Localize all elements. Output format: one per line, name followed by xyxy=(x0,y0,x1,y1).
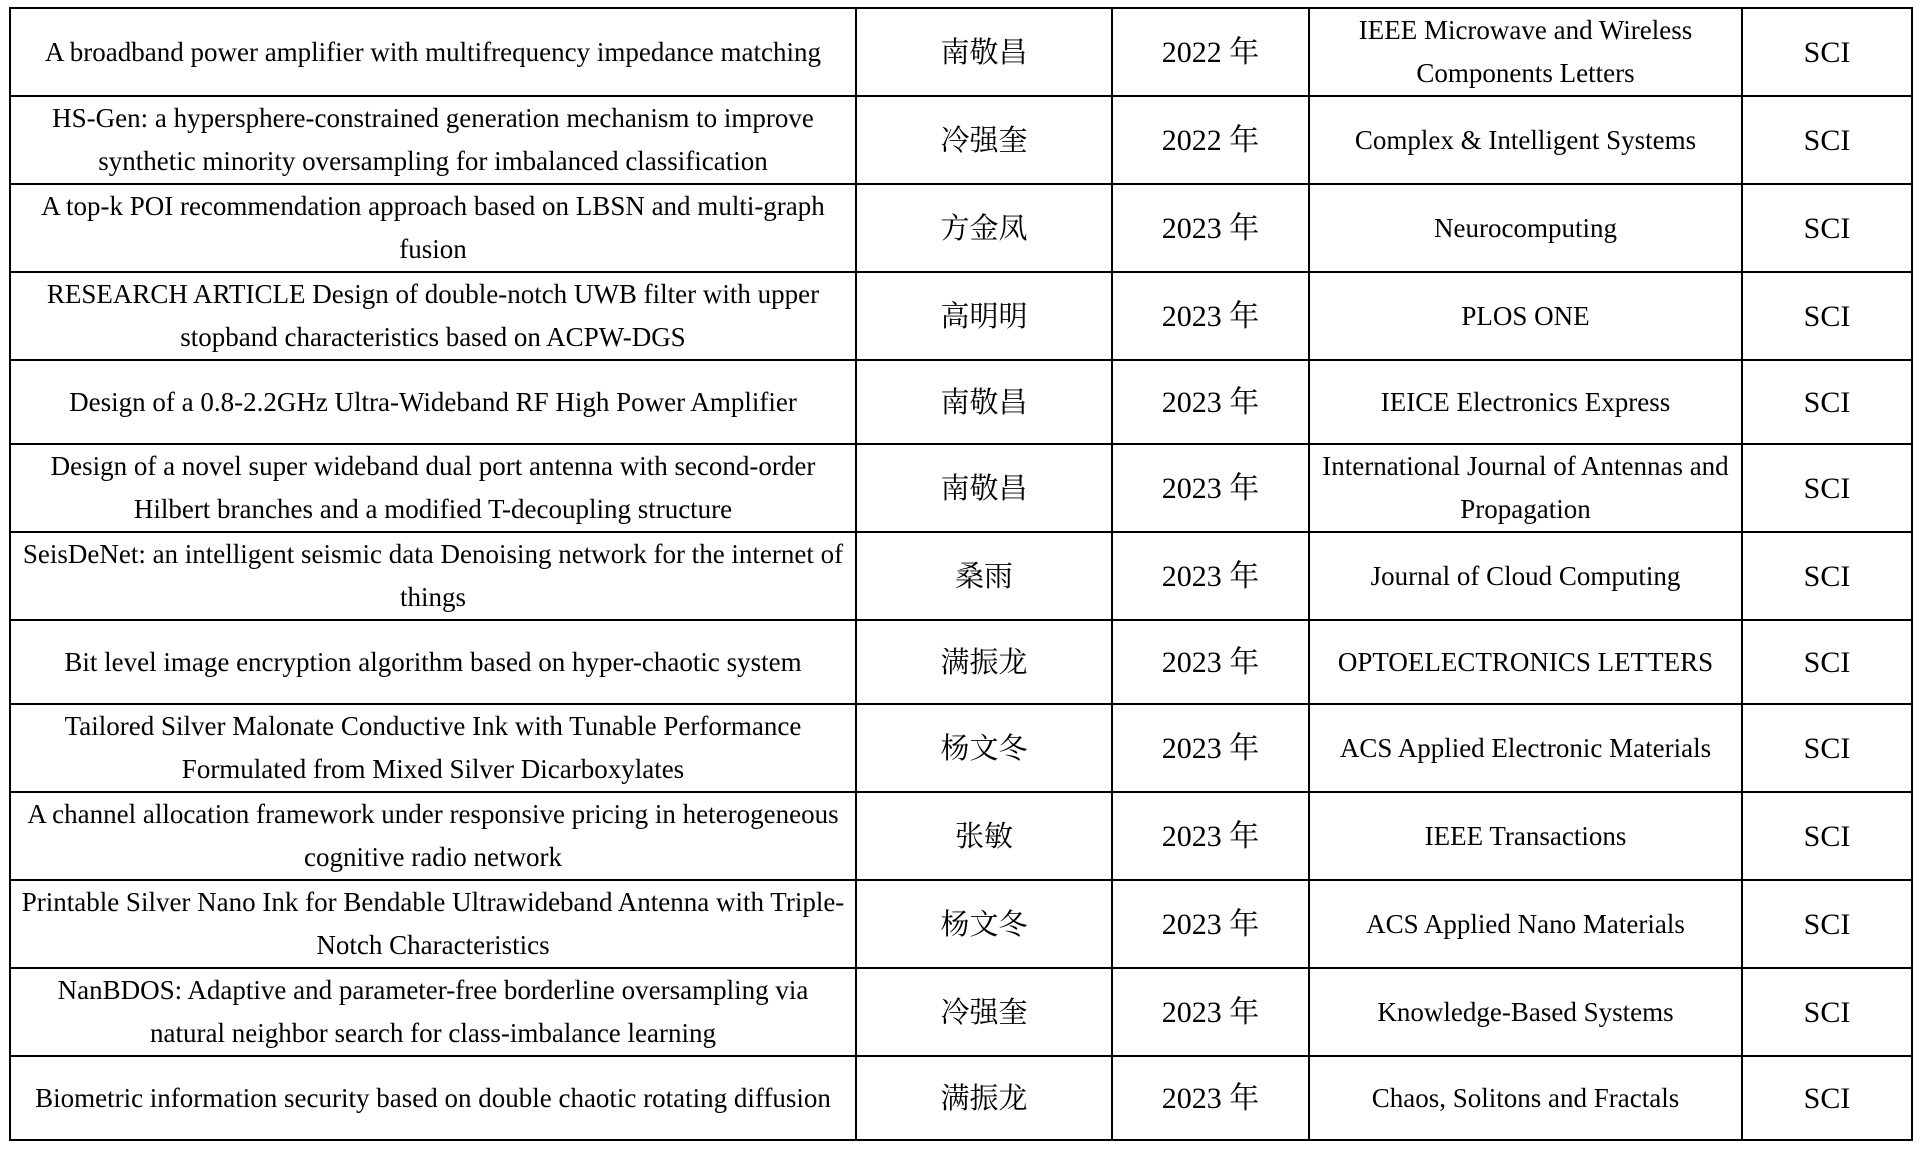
index-type-text: SCI xyxy=(1803,819,1851,853)
year-text: 2023 年 xyxy=(1161,385,1260,419)
paper-title-text: SeisDeNet: an intelligent seismic data Denoising network for the internet of things xyxy=(22,539,844,612)
author-text: 桑雨 xyxy=(954,558,1013,593)
journal-cell xyxy=(1309,184,1742,272)
journal-text: Neurocomputing xyxy=(1434,212,1617,243)
index-type-cell xyxy=(1742,704,1912,792)
paper-title-text: NanBDOS: Adaptive and parameter-free borderline oversampling via natural neighbor search for class-imbalance learning xyxy=(57,975,809,1048)
index-type-text: SCI xyxy=(1803,211,1851,245)
index-type-cell xyxy=(1742,8,1912,96)
table-row xyxy=(10,444,1912,532)
index-type-cell xyxy=(1742,620,1912,704)
year-text: 2023 年 xyxy=(1161,995,1260,1029)
author-text: 杨文冬 xyxy=(940,906,1028,941)
paper-title-cell xyxy=(10,184,856,272)
index-type-cell xyxy=(1742,880,1912,968)
journal-cell xyxy=(1309,532,1742,620)
paper-title-cell xyxy=(10,880,856,968)
index-type-cell xyxy=(1742,444,1912,532)
author-text: 南敬昌 xyxy=(940,470,1028,505)
paper-title-text: HS-Gen: a hypersphere-constrained generation mechanism to improve synthetic minority oversampling for imbalanced classification xyxy=(52,103,814,176)
index-type-cell xyxy=(1742,272,1912,360)
journal-cell xyxy=(1309,704,1742,792)
author-text: 冷强奎 xyxy=(940,994,1028,1029)
journal-cell xyxy=(1309,444,1742,532)
journal-text: ACS Applied Electronic Materials xyxy=(1339,732,1712,763)
year-text: 2022 年 xyxy=(1161,123,1260,157)
paper-title-cell xyxy=(10,532,856,620)
year-text: 2023 年 xyxy=(1161,819,1260,853)
index-type-text: SCI xyxy=(1803,907,1851,941)
author-cell xyxy=(856,184,1112,272)
index-type-cell xyxy=(1742,184,1912,272)
author-cell xyxy=(856,704,1112,792)
year-cell xyxy=(1112,1056,1309,1140)
year-cell xyxy=(1112,620,1309,704)
year-cell xyxy=(1112,792,1309,880)
year-text: 2023 年 xyxy=(1161,471,1260,505)
table-row xyxy=(10,880,1912,968)
paper-title-text: RESEARCH ARTICLE Design of double-notch UWB filter with upper stopband characteristics based on ACPW-DGS xyxy=(46,279,820,352)
journal-text: ACS Applied Nano Materials xyxy=(1366,908,1685,939)
index-type-text: SCI xyxy=(1803,123,1851,157)
author-cell xyxy=(856,444,1112,532)
year-cell xyxy=(1112,880,1309,968)
year-text: 2023 年 xyxy=(1161,211,1260,245)
paper-title-cell xyxy=(10,968,856,1056)
journal-text: Journal of Cloud Computing xyxy=(1370,560,1681,591)
journal-cell xyxy=(1309,792,1742,880)
author-text: 方金凤 xyxy=(940,210,1028,245)
paper-title-cell xyxy=(10,620,856,704)
index-type-text: SCI xyxy=(1803,559,1851,593)
author-cell xyxy=(856,620,1112,704)
journal-cell xyxy=(1309,880,1742,968)
year-cell xyxy=(1112,272,1309,360)
year-cell xyxy=(1112,444,1309,532)
year-cell xyxy=(1112,968,1309,1056)
table-row xyxy=(10,968,1912,1056)
paper-title-text: Printable Silver Nano Ink for Bendable Ultrawideband Antenna with Triple-Notch Characteristics xyxy=(21,887,845,960)
author-text: 满振龙 xyxy=(940,1080,1028,1115)
index-type-cell xyxy=(1742,792,1912,880)
index-type-text: SCI xyxy=(1803,1081,1851,1115)
author-text: 高明明 xyxy=(940,298,1028,333)
year-cell xyxy=(1112,96,1309,184)
index-type-text: SCI xyxy=(1803,645,1851,679)
author-cell xyxy=(856,272,1112,360)
journal-text: PLOS ONE xyxy=(1461,300,1590,331)
year-cell xyxy=(1112,704,1309,792)
index-type-text: SCI xyxy=(1803,995,1851,1029)
author-cell xyxy=(856,532,1112,620)
index-type-cell xyxy=(1742,532,1912,620)
paper-title-cell xyxy=(10,96,856,184)
author-cell xyxy=(856,792,1112,880)
journal-cell xyxy=(1309,1056,1742,1140)
author-text: 南敬昌 xyxy=(940,384,1028,419)
journal-text: OPTOELECTRONICS LETTERS xyxy=(1337,646,1714,677)
index-type-text: SCI xyxy=(1803,471,1851,505)
year-cell xyxy=(1112,360,1309,444)
year-text: 2023 年 xyxy=(1161,645,1260,679)
author-cell xyxy=(856,360,1112,444)
author-text: 南敬昌 xyxy=(940,34,1028,69)
paper-title-text: Design of a 0.8-2.2GHz Ultra-Wideband RF High Power Amplifier xyxy=(69,386,797,417)
paper-title-cell xyxy=(10,272,856,360)
year-cell xyxy=(1112,184,1309,272)
publications-table-body xyxy=(10,8,1912,1140)
index-type-cell xyxy=(1742,360,1912,444)
paper-title-cell xyxy=(10,704,856,792)
year-text: 2023 年 xyxy=(1161,1081,1260,1115)
journal-cell xyxy=(1309,96,1742,184)
journal-text: Knowledge-Based Systems xyxy=(1377,996,1674,1027)
paper-title-text: A broadband power amplifier with multifrequency impedance matching xyxy=(45,36,821,67)
index-type-text: SCI xyxy=(1803,731,1851,765)
journal-cell xyxy=(1309,360,1742,444)
journal-text: Complex & Intelligent Systems xyxy=(1354,124,1697,155)
table-row xyxy=(10,1056,1912,1140)
paper-title-cell xyxy=(10,1056,856,1140)
table-row xyxy=(10,360,1912,444)
author-cell xyxy=(856,96,1112,184)
journal-text: Chaos, Solitons and Fractals xyxy=(1371,1082,1680,1113)
table-row xyxy=(10,792,1912,880)
publications-table xyxy=(9,7,1913,1141)
year-text: 2022 年 xyxy=(1161,35,1260,69)
year-cell xyxy=(1112,8,1309,96)
paper-title-cell xyxy=(10,360,856,444)
journal-text: IEICE Electronics Express xyxy=(1380,386,1671,417)
year-cell xyxy=(1112,532,1309,620)
journal-text: IEEE Transactions xyxy=(1424,820,1627,851)
author-cell xyxy=(856,880,1112,968)
author-text: 冷强奎 xyxy=(940,122,1028,157)
index-type-cell xyxy=(1742,96,1912,184)
table-row xyxy=(10,8,1912,96)
paper-title-cell xyxy=(10,792,856,880)
paper-title-text: Biometric information security based on double chaotic rotating diffusion xyxy=(35,1082,831,1113)
author-text: 杨文冬 xyxy=(940,730,1028,765)
table-row xyxy=(10,272,1912,360)
index-type-text: SCI xyxy=(1803,299,1851,333)
author-cell xyxy=(856,1056,1112,1140)
year-text: 2023 年 xyxy=(1161,299,1260,333)
year-text: 2023 年 xyxy=(1161,907,1260,941)
journal-cell xyxy=(1309,620,1742,704)
paper-title-text: Bit level image encryption algorithm based on hyper-chaotic system xyxy=(64,646,802,677)
year-text: 2023 年 xyxy=(1161,731,1260,765)
table-row xyxy=(10,532,1912,620)
paper-title-text: Tailored Silver Malonate Conductive Ink with Tunable Performance Formulated from Mixed Silver Dicarboxylates xyxy=(64,711,802,784)
table-row xyxy=(10,184,1912,272)
journal-cell xyxy=(1309,272,1742,360)
journal-cell xyxy=(1309,8,1742,96)
journal-cell xyxy=(1309,968,1742,1056)
index-type-text: SCI xyxy=(1803,385,1851,419)
author-text: 张敏 xyxy=(954,818,1013,853)
paper-title-text: A top-k POI recommendation approach based on LBSN and multi-graph fusion xyxy=(41,191,825,264)
year-text: 2023 年 xyxy=(1161,559,1260,593)
index-type-cell xyxy=(1742,1056,1912,1140)
index-type-cell xyxy=(1742,968,1912,1056)
paper-title-text: Design of a novel super wideband dual port antenna with second-order Hilbert branches and a modified T-decoupling structure xyxy=(50,451,816,524)
author-text: 满振龙 xyxy=(940,644,1028,679)
journal-text: International Journal of Antennas and Propagation xyxy=(1322,451,1729,524)
paper-title-cell xyxy=(10,444,856,532)
author-cell xyxy=(856,968,1112,1056)
author-cell xyxy=(856,8,1112,96)
table-row xyxy=(10,704,1912,792)
journal-text: IEEE Microwave and Wireless Components Letters xyxy=(1358,15,1693,88)
table-row xyxy=(10,620,1912,704)
paper-title-cell xyxy=(10,8,856,96)
table-row xyxy=(10,96,1912,184)
index-type-text: SCI xyxy=(1803,35,1851,69)
paper-title-text: A channel allocation framework under responsive pricing in heterogeneous cognitive radio network xyxy=(27,799,839,872)
